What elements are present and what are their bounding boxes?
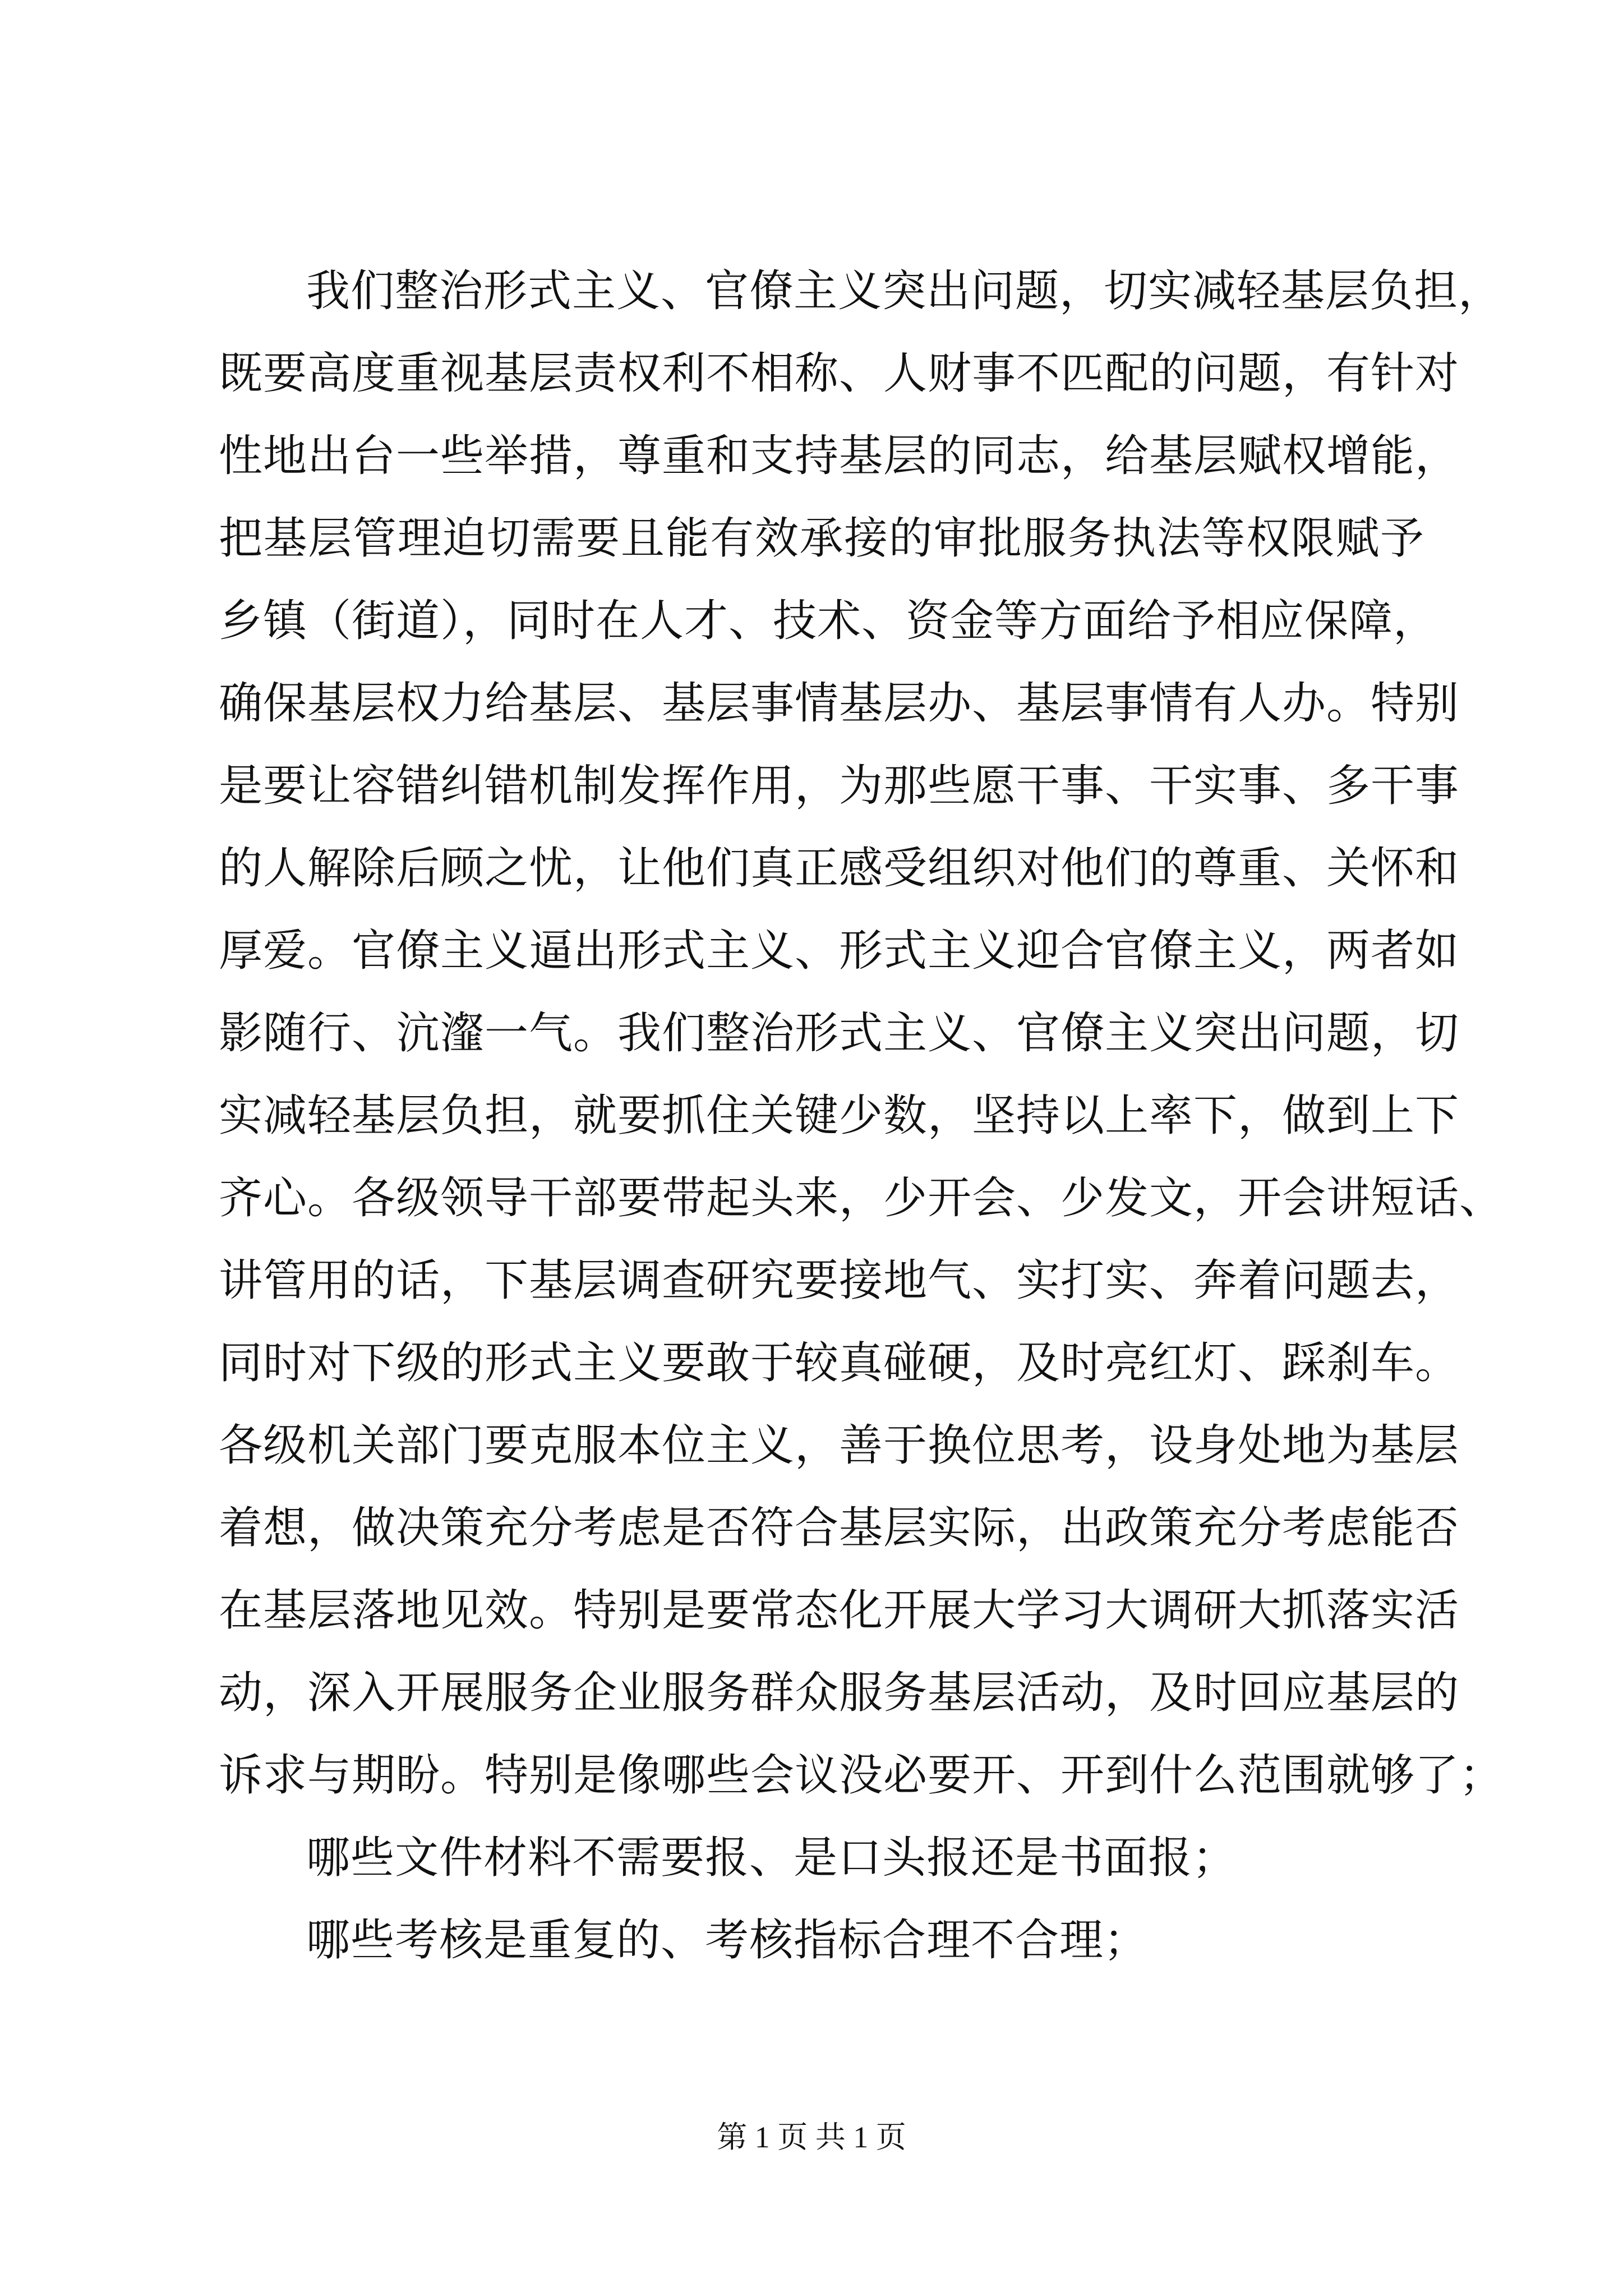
paragraph-line: 性地出台一些举措，尊重和支持基层的同志，给基层赋权增能， bbox=[219, 431, 1460, 481]
page-footer bbox=[0, 2118, 1623, 2157]
paragraph-line: 诉求与期盼。特别是像哪些会议没必要开、开到什么范围就够了； bbox=[219, 1750, 1504, 1801]
paragraph-line: 确保基层权力给基层、基层事情基层办、基层事情有人办。特别 bbox=[219, 678, 1460, 729]
document-body bbox=[219, 250, 1504, 1982]
paragraph-line: 把基层管理迫切需要且能有效承接的审批服务执法等权限赋予 bbox=[219, 513, 1424, 564]
paragraph-line: 哪些文件材料不需要报、是口头报还是书面报； bbox=[306, 1833, 1237, 1883]
paragraph-line: 动，深入开展服务企业服务群众服务基层活动，及时回应基层的 bbox=[219, 1668, 1460, 1718]
paragraph-line: 实减轻基层负担，就要抓住关键少数，坚持以上率下，做到上下 bbox=[219, 1091, 1460, 1141]
page-number-label: 第 1 页 共 1 页 bbox=[717, 2120, 906, 2154]
paragraph-line: 在基层落地见效。特别是要常态化开展大学习大调研大抓落实活 bbox=[219, 1585, 1460, 1636]
paragraph-line: 讲管用的话，下基层调查研究要接地气、实打实、奔着问题去， bbox=[219, 1255, 1460, 1306]
paragraph-line: 同时对下级的形式主义要敢于较真碰硬，及时亮红灯、踩刹车。 bbox=[219, 1338, 1460, 1388]
paragraph-line: 我们整治形式主义、官僚主义突出问题，切实减轻基层负担， bbox=[306, 266, 1503, 316]
paragraph-line: 各级机关部门要克服本位主义，善于换位思考，设身处地为基层 bbox=[219, 1420, 1460, 1471]
paragraph-line: 既要高度重视基层责权利不相称、人财事不匹配的问题，有针对 bbox=[219, 348, 1460, 399]
paragraph-line: 着想，做决策充分考虑是否符合基层实际，出政策充分考虑能否 bbox=[219, 1503, 1460, 1553]
paragraph-line: 齐心。各级领导干部要带起头来，少开会、少发文，开会讲短话、 bbox=[219, 1173, 1504, 1223]
paragraph-line: 乡镇（街道），同时在人才、技术、资金等方面给予相应保障， bbox=[219, 596, 1438, 646]
paragraph-line: 影随行、沆瀣一气。我们整治形式主义、官僚主义突出问题，切 bbox=[219, 1008, 1460, 1059]
paragraph-line: 的人解除后顾之忧，让他们真正感受组织对他们的尊重、关怀和 bbox=[219, 843, 1460, 894]
paragraph-line: 是要让容错纠错机制发挥作用，为那些愿干事、干实事、多干事 bbox=[219, 761, 1460, 811]
paragraph-line: 哪些考核是重复的、考核指标合理不合理； bbox=[306, 1915, 1149, 1966]
paragraph-line: 厚爱。官僚主义逼出形式主义、形式主义迎合官僚主义，两者如 bbox=[219, 926, 1460, 976]
